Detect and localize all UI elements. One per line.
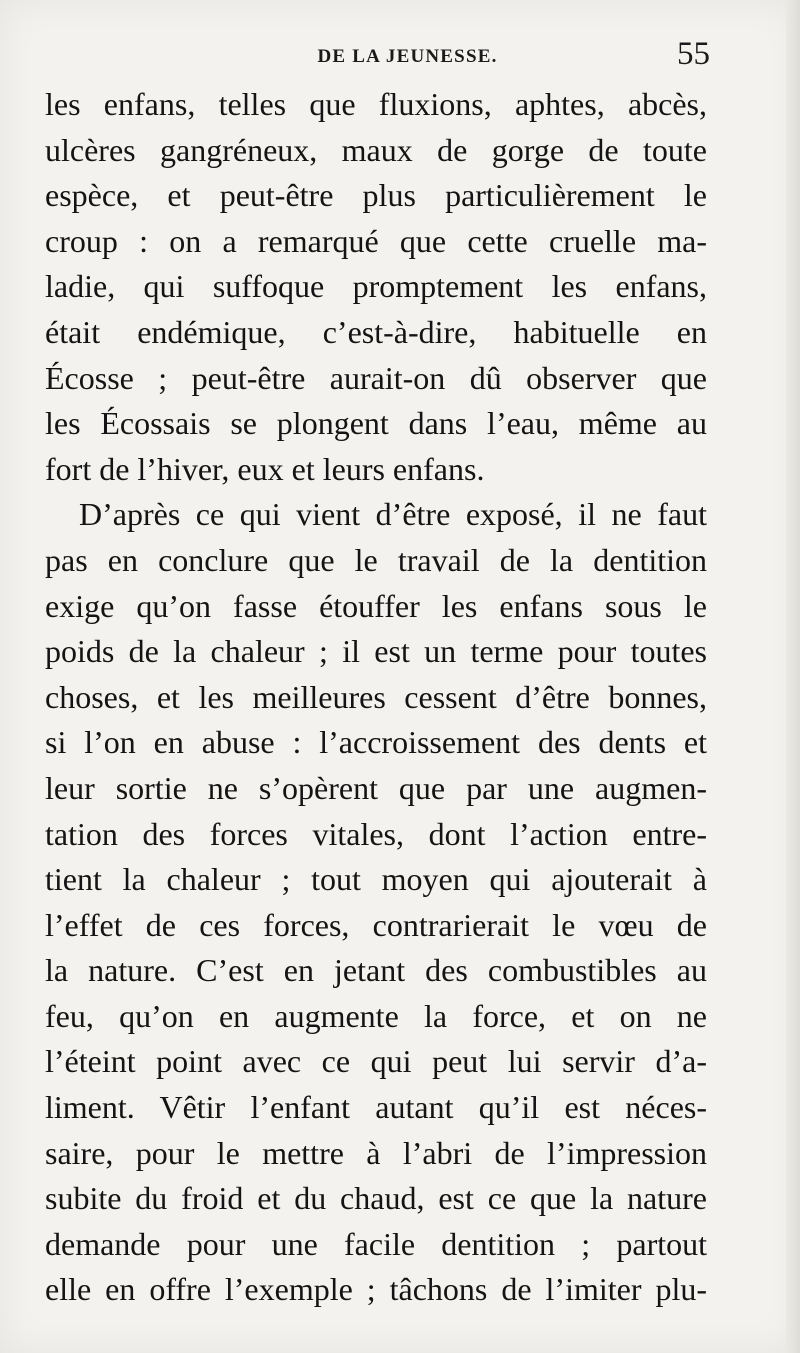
text-line: l’effet de ces forces, contrarierait le vœu de <box>45 906 707 943</box>
text-line: tation des forces vitales, dont l’action entre- <box>45 815 707 852</box>
text-line: les Écossais se plongent dans l’eau, même au <box>45 405 707 442</box>
text-line: ulcères gangréneux, maux de gorge de toute <box>45 131 707 168</box>
text-line: Écosse ; peut-être aurait-on dû observer que <box>45 359 707 396</box>
text-line: les enfans, telles que fluxions, aphtes, abcès, <box>45 86 707 122</box>
text-line: elle en offre l’exemple ; tâchons de l’imiter plu- <box>45 1271 707 1308</box>
text-line: liment. Vêtir l’enfant autant qu’il est néces- <box>45 1089 707 1126</box>
text-line: poids de la chaleur ; il est un terme pour toutes <box>45 633 707 670</box>
body-text <box>45 82 707 1313</box>
text-line: la nature. C’est en jetant des combustibles au <box>45 952 707 989</box>
text-line: exige qu’on fasse étouffer les enfans sous le <box>45 587 707 624</box>
text-line: choses, et les meilleures cessent d’être bonnes, <box>45 678 707 715</box>
text-line: fort de l’hiver, eux et leurs enfans. <box>45 450 485 487</box>
page-edge-shadow <box>786 0 800 1353</box>
text-line: l’éteint point avec ce qui peut lui servir d’a- <box>45 1043 707 1080</box>
text-line: D’après ce qui vient d’être exposé, il ne faut <box>79 496 707 533</box>
text-line: tient la chaleur ; tout moyen qui ajouterait à <box>45 861 707 898</box>
text-line: leur sortie ne s’opèrent que par une augmen- <box>45 769 707 806</box>
text-line: saire, pour le mettre à l’abri de l’impression <box>45 1134 707 1171</box>
text-line: ladie, qui suffoque promptement les enfans, <box>45 268 707 305</box>
text-line: était endémique, c’est-à-dire, habituelle en <box>45 313 707 350</box>
text-line: demande pour une facile dentition ; partout <box>45 1225 707 1262</box>
text-line: si l’on en abuse : l’accroissement des dents et <box>45 724 707 761</box>
page-number: 55 <box>677 36 710 72</box>
text-line: espèce, et peut-être plus particulièrement le <box>45 177 707 214</box>
text-line: croup : on a remarqué que cette cruelle ma- <box>45 222 707 259</box>
text-line: subite du froid et du chaud, est ce que la nature <box>45 1180 707 1217</box>
text-line: feu, qu’on en augmente la force, et on ne <box>45 997 707 1034</box>
running-header <box>45 34 710 74</box>
running-title: DE LA JEUNESSE. <box>317 46 498 67</box>
text-line: pas en conclure que le travail de la dentition <box>45 541 707 578</box>
